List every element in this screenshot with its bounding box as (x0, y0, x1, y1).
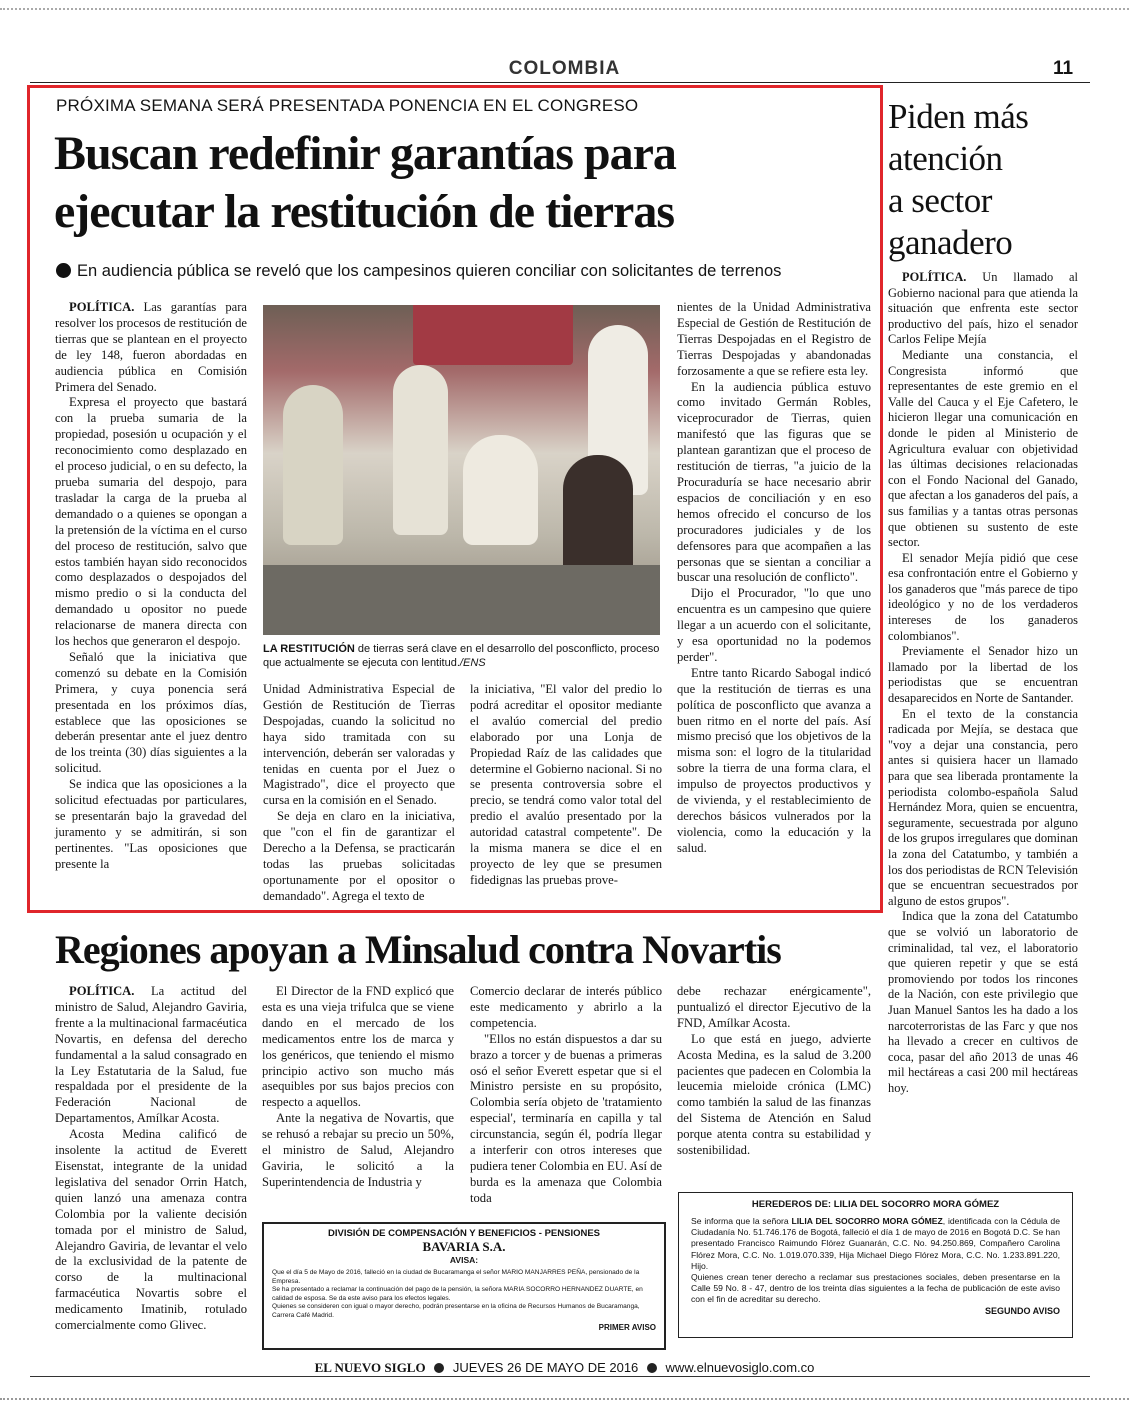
caption-credit: /ENS (459, 657, 486, 669)
article2-headline-line3: a sector (888, 181, 992, 220)
footer-paper: EL NUEVO SIGLO (314, 1360, 426, 1375)
article2-kicker: POLÍTICA. (902, 270, 967, 284)
notice-herederos-p1-post: , identificada con la Cédula de Ciudadanía No. 51.746.176 de Bogotá, falleció el día 1 de mayo de 2016 en Bogotá D.C. Se han presentado Francisco Raimundo Flórez Guanarán, C.C. No. 94.250.869, Compañero Carolina Flórez Mora, C.C. No. 1.019.070.339, Hija Michael Diego Flórez Mora, C.C. No. 1.233.891.220, Hijo. (691, 1216, 1060, 1271)
article1-deck (56, 262, 781, 281)
notice-herederos-p1-pre: Se informa que la señora (691, 1216, 792, 1226)
article3-col1-p1: La actitud del ministro de Salud, Alejandro Gaviria, frente a la multinacional farmacéutica Novartis, en defensa del derecho fundamental a la salud consagrado en la Ley Estatutaria de la Salud, fue respaldada por el presidente de la Federación Nacional de Departamentos, Amílkar Acosta. (55, 984, 247, 1126)
article1-deck-text: En audiencia pública se reveló que los campesinos quieren conciliar con solicitantes de terrenos (77, 262, 782, 280)
article2-p4: Previamente el Senador hizo un llamado por la libertad de los periodistas que se encuentran desaparecidos en Norte de Santander. (888, 644, 1078, 706)
photo-person (563, 455, 633, 575)
article3-col1-p2: Acosta Medina calificó de insolente la actitud de Everett Eisenstat, integrante de la unidad legislativa del senador Orrin Hatch, quien lanzó una amenaza contra Colombia por la valiente decisión tomada por el ministro de Salud, Alejandro Gaviria, de levantar el velo de la exclusividad de la patente de corso de la multinacional farmacéutica Novartis sobre el medicamento Imatinib, rotulado comercialmente como Glivec. (55, 1127, 247, 1333)
notice-herederos (678, 1192, 1073, 1338)
section-label: COLOMBIA (508, 58, 621, 79)
page-number: 11 (1053, 58, 1074, 79)
article1-col4-p1: nientes de la Unidad Administrativa Especial de Gestión de Restitución de Tierras Despojadas en el Registro de Tierras Despojadas y abandonadas forzosamente a que se refiere esta ley. (677, 300, 871, 378)
bottom-dotted-border (0, 1398, 1129, 1400)
notice-bavaria-p1: Que el día 5 de Mayo de 2016, falleció en la ciudad de Bucaramanga el señor MARIO MANJARRES PEÑA, pensionado de la Empresa. (272, 1269, 640, 1285)
article2-headline-line4: ganadero (888, 223, 1013, 262)
article1-col1-p4: Se indica que las oposiciones a la solicitud efectuadas por particulares, se presentarán bajo la gravedad del juramento y se admitirán, si son pertinentes. "Las oposiciones que presente la (55, 777, 247, 871)
notice-herederos-footer: SEGUNDO AVISO (984, 1305, 1060, 1316)
article1-col1-p3: Señaló que la iniciativa que comenzó su debate en la Comisión Primera, y cuya ponencia será presentada en los próximos días, establece que las oposiciones se deberán presentar ante el juez dentro de los treinta (30) días siguientes a la solicitud. (55, 649, 247, 776)
bullet-icon (434, 1363, 444, 1373)
notice-bavaria-label: AVISA: (449, 1255, 479, 1265)
article1-photo (263, 305, 660, 635)
article1-col4 (677, 300, 871, 857)
article1-col4-p3: Dijo el Procurador, "lo que uno encuentra es un campesino que quiere llegar a un acuerdo con el solicitante, y esa oportunidad no la podemos perder". (677, 586, 871, 664)
photo-person (283, 385, 343, 545)
article1-headline-line1: Buscan redefinir garantías para (54, 127, 676, 180)
article3-headline: Regiones apoyan a Minsalud contra Novartis (55, 927, 781, 972)
article1-col3-p1: la iniciativa, "El valor del predio lo podrá acreditar el opositor mediante el avalúo comercial del predio elaborado por una Lonja de Propiedad Raíz de las calidades que determine el Gobierno nacional. Si no se presenta controversia sobre el precio, se tendrá como valor total del predio el avalúo presentado por la autoridad catastral competente". De la misma manera se dice el en proyecto de ley que se presumen fidedignas las pruebas prove- (470, 682, 662, 887)
article1-col1 (55, 300, 247, 873)
article2-p5: En el texto de la constancia radicada por Mejía, se destaca que "voy a dejar una constancia, pero antes si quisiera hacer un llamado para que sea liberada prontamente la periodista colombo-española Salud Hernández Mora, quien se encuentra, seguramente, secuestrada por alguno de los grupos irregulares que dominan la zona del Catatumbo, y también a los dos periodistas de RCN Televisión que se encuentran secuestrados por alguno de estos grupos". (888, 706, 1078, 908)
article1-col3 (470, 682, 662, 889)
article3-col3-p1: Comercio declarar de interés público este medicamento y abrirlo a la competencia. (470, 984, 662, 1030)
notice-herederos-name: LILIA DEL SOCORRO MORA GÓMEZ (791, 1216, 943, 1226)
notice-bavaria-title: DIVISIÓN DE COMPENSACIÓN Y BENEFICIOS - PENSIONES (327, 1228, 601, 1239)
footer (0, 1360, 1129, 1376)
article3-col4-p2: Lo que está en juego, advierte Acosta Medina, es la salud de 3.200 pacientes que padecen en Colombia la leucemia mieloide crónica (LMC) como también la salud de las finanzas del Sistema de Atención en Salud porque atenta contra su estabilidad y sostenibilidad. (677, 1031, 871, 1158)
notice-herederos-title: HEREDEROS DE: LILIA DEL SOCORRO MORA GÓMEZ (751, 1199, 1000, 1210)
article2-headline-line1: Piden más (888, 97, 1029, 136)
article1-col2-p1: Unidad Administrativa Especial de Gestión de Restitución de Tierras Despojadas, cuando la solicitud no haya sido tramitada con su intervención, deberán ser valoradas y tenidas en cuenta por el Juez o Magistrado", dice el proyecto que cursa en la comisión en el Senado. (263, 682, 455, 808)
footer-date: JUEVES 26 DE MAYO DE 2016 (452, 1360, 639, 1375)
article1-kicker: POLÍTICA. (69, 300, 135, 314)
article1-col2 (263, 682, 455, 905)
bullet-icon (56, 263, 71, 278)
notice-bavaria-p2: Se ha presentado a reclamar la continuación del pago de la pensión, la señora MARIA SOCORRO HERNANDEZ DUARTE, en calidad de esposa. Se da este aviso para los efectos legales. (272, 1286, 643, 1302)
article3-col2-p1: El Director de la FND explicó que esta es una vieja trifulca que se viene dando en el mercado de los medicamentos entre los de marca y los genéricos, que teniendo el mismo principio activo son mucho más asequibles por sus bajos precios con respecto a aquellos. (262, 984, 454, 1110)
notice-bavaria-company: BAVARIA S.A. (422, 1239, 506, 1254)
article1-col1-p1: Las garantías para resolver los procesos de restitución de tierras que se plantean en el proyecto de ley 148, fueron abordadas en audiencia pública en Comisión Primera del Senado. (55, 300, 247, 394)
caption-text: de tierras será clave en el desarrollo del posconflicto, proceso que actualmente se ejecuta con lentitud. (263, 643, 660, 669)
notice-bavaria-footer: PRIMER AVISO (598, 1322, 656, 1332)
article1-col1-p2: Expresa el proyecto que bastará con la prueba sumaria de la propiedad, posesión u ocupación y el reconocimiento como desplazado en el proceso judicial, o en su defecto, la prueba sumaria del despojo, para trasladar la carga de la prueba al demandado o a quienes se opongan a la pretensión de la víctima en el curso del proceso de restitución, salvo que estos también hayan sido reconocidos como desplazados o despojados del mismo predio o si la conducta del demandado u opositor no puede relacionarse de manera directa con los hechos que generaron el despojo. (55, 395, 247, 649)
article3-col4 (677, 984, 871, 1159)
article2-p2: Mediante una constancia, el Congresista informó que representantes de este gremio en el Valle del Cauca y el Eje Cafetero, le hicieron llegar una comunicación en donde le piden al Ministerio de Agricultura evaluar con objetividad las últimas decisiones relacionadas con el Fondo Nacional del Ganado, que afectan a los ganaderos del país, a sus familias y a tantas otras personas que obtienen su sustento de este sector. (888, 347, 1078, 550)
notice-bavaria (262, 1222, 666, 1350)
article3-col2-p2: Ante la negativa de Novartis, que se rehusó a rebajar su precio un 50%, el ministro de Salud, Alejandro Gaviria, le solicitó a la Superintendencia de Industria y (262, 1111, 454, 1189)
notice-herederos-p1 (691, 1216, 1060, 1272)
article3-col1 (55, 984, 247, 1334)
notice-bavaria-p3: Quienes se consideren con igual o mayor derecho, podrán presentarse en la oficina de Recursos Humanos de Bucaramanga, Carrera Café Madrid. (272, 1303, 640, 1319)
photo-person (463, 435, 538, 545)
article1-col4-p2: En la audiencia pública estuvo como invitado Germán Robles, viceprocurador de Tierras, quien manifestó que las figuras que se plantean garantizan que el proceso de restitución de tierras, "a juicio de la Procuraduría se hace necesario abrir espacios de conciliación y en eso hemos ofrecido el concurso de los procuradores judiciales y de los defensores para que acompañen a las personas que se sientan a conciliar a buscar una resolución de conflicto". (677, 379, 871, 585)
caption-bold: LA RESTITUCIÓN (263, 643, 355, 655)
top-dotted-border (0, 8, 1129, 16)
article2-headline-line2: atención (888, 139, 1003, 178)
notice-herederos-p2: Quienes crean tener derecho a reclamar sus prestaciones sociales, deben presentarse en la Calle 59 No. 8 - 47, dentro de los treinta días siguientes a la fecha de publicación de este aviso con el fin de acreditar su derecho. (691, 1272, 1060, 1305)
photo-banner (413, 305, 573, 365)
article3-kicker: POLÍTICA. (69, 984, 135, 998)
bullet-icon (647, 1363, 657, 1373)
section-rule (30, 82, 1090, 83)
article2-p6: Indica que la zona del Catatumbo que se volvió un laboratorio de criminalidad, tal vez, el laboratorio que quieren repetir y que se está promoviendo por todos los rincones de la Nación, con este privilegio que Juan Manuel Santos les ha dado a los narcoterroristas de las Farc y que nos ha llevado a crecer en cultivos de coca, pasar del año 2013 de unas 46 mil hectáreas a casi 200 mil hectáreas hoy. (888, 909, 1078, 1095)
photo-person (393, 365, 448, 535)
footer-rule (30, 1376, 1090, 1377)
photo-table (263, 565, 660, 635)
article3-col4-p1: debe rechazar enérgicamente", puntualizó el director Ejecutivo de la FND, Amílkar Acosta. (677, 984, 871, 1030)
article2-body (888, 270, 1078, 1096)
article3-col2 (262, 984, 454, 1191)
footer-url: www.elnuevosiglo.com.co (665, 1360, 815, 1375)
article1-headline-line2: ejecutar la restitución de tierras (54, 185, 675, 238)
article2-p1: Un llamado al Gobierno nacional para que atienda la situación que enfrenta este sector productivo del país, hizo el senador Carlos Felipe Mejía (888, 270, 1078, 347)
article3-col3-p2: "Ellos no están dispuestos a dar su brazo a torcer y de buenas a primeras osó el señor Everett espetar que si el Ministro persiste en su propósito, Colombia sería objeto de 'tratamiento especial', terminaría en capilla y tal circunstancia, según él, podría llegar a interferir con otros intereses que pudiera tener Colombia en EU. Así de burda es la amenaza que Colombia toda (470, 1031, 663, 1205)
article2-p3: El senador Mejía pidió que cese esa confrontación entre el Gobierno y los ganaderos que "más parece de tipo ideológico y no de los verdaderos intereses de los ganaderos colombianos". (888, 550, 1078, 643)
article1-col2-p2: Se deja en claro en la iniciativa, que "con el fin de garantizar el Derecho a la Defensa, se practicarán todas las pruebas solicitadas oportunamente por el opositor o demandado". Agrega el texto de (263, 809, 455, 903)
photo-caption (263, 642, 660, 670)
article3-col3 (470, 984, 662, 1207)
article1-overline: PRÓXIMA SEMANA SERÁ PRESENTADA PONENCIA EN EL CONGRESO (56, 96, 639, 115)
article1-col4-p4: Entre tanto Ricardo Sabogal indicó que la restitución de tierras es una política de posconflicto que avanza a buen ritmo en el norte del país. Así mismo precisó que los objetivos de la misma son: el logro de la titularidad sobre la tierra de una forma clara, el impulso de proyectos productivos y de vivienda, y el restablecimiento de derechos básicos vulnerados por la violencia, como la educación y la salud. (677, 665, 871, 855)
